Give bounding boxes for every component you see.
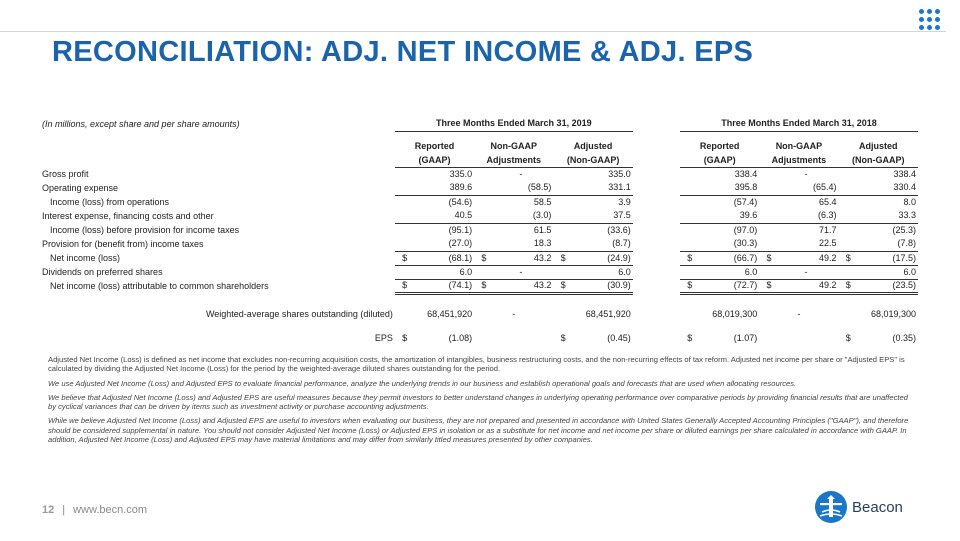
currency-symbol: $ bbox=[687, 332, 693, 343]
cell-value: (27.0) bbox=[409, 237, 474, 251]
note-usage: We use Adjusted Net Income (Loss) and Adjusted EPS to evaluate financial performance, analyze the underlying trends in our business and establish operational goals and forecasts that are used when allocating resources. bbox=[48, 378, 797, 388]
cell-value: 39.6 bbox=[694, 209, 759, 223]
currency-symbol: $ bbox=[474, 251, 488, 265]
footer-separator: | bbox=[62, 504, 66, 516]
cell-value: 22.5 bbox=[774, 237, 839, 251]
col-reported-2019-sub: (GAAP) bbox=[395, 153, 474, 167]
eps-value: (1.08) bbox=[448, 332, 473, 343]
shares-value: 68,019,300 bbox=[712, 308, 758, 319]
row-label: Provision for (benefit from) income taxes bbox=[42, 238, 204, 249]
cell-value: (17.5) bbox=[853, 251, 918, 265]
cell-value: 6.0 bbox=[853, 265, 918, 279]
cell-value: 6.0 bbox=[694, 265, 759, 279]
table-row bbox=[40, 195, 918, 209]
currency-symbol: $ bbox=[395, 279, 409, 293]
cell-value: 43.2 bbox=[488, 251, 553, 265]
table-row bbox=[40, 223, 918, 237]
column-header-row-1 bbox=[40, 139, 918, 153]
cell-value: (8.7) bbox=[568, 237, 633, 251]
row-label: Net income (loss) attributable to common shareholders bbox=[50, 280, 269, 291]
eps-row bbox=[40, 331, 918, 345]
shares-value: 68,451,920 bbox=[585, 308, 631, 319]
row-label: Income (loss) before provision for income taxes bbox=[50, 224, 240, 235]
cell-value: (74.1) bbox=[409, 279, 474, 293]
eps-value: (1.07) bbox=[733, 332, 758, 343]
units-note: (In millions, except share and per share amounts) bbox=[42, 118, 240, 129]
page-number: 12 bbox=[42, 504, 55, 516]
cell-value: 335.0 bbox=[608, 168, 631, 179]
currency-symbol: $ bbox=[553, 251, 567, 265]
reconciliation-table bbox=[40, 117, 918, 345]
page-title: RECONCILIATION: ADJ. NET INCOME & ADJ. EPS bbox=[52, 36, 754, 68]
period-header-row bbox=[40, 117, 918, 131]
shares-value: - bbox=[512, 308, 516, 319]
cell-value: (68.1) bbox=[409, 251, 474, 265]
col-reported-2019: Reported bbox=[414, 140, 455, 151]
cell-value: 18.3 bbox=[488, 237, 553, 251]
shares-row bbox=[40, 307, 918, 321]
cell-value: 395.8 bbox=[694, 181, 759, 195]
cell-value: (58.5) bbox=[488, 181, 553, 195]
row-label: Dividends on preferred shares bbox=[42, 266, 163, 277]
cell-value: (57.4) bbox=[733, 196, 758, 207]
cell-value: 71.7 bbox=[819, 224, 837, 235]
col-adjusted-2019-sub: (Non-GAAP) bbox=[553, 153, 632, 167]
cell-value: (72.7) bbox=[694, 279, 759, 293]
row-label: Operating expense bbox=[42, 182, 119, 193]
cell-value: (30.3) bbox=[694, 237, 759, 251]
note-usefulness: We believe that Adjusted Net Income (Loss) and Adjusted EPS are useful measures because they permit investors to better understand changes in underlying operating performance over comparative periods by providing financial results that are unaffected by cyclical variances that can be driven by items such as investment activity or purchase accounting adjustments. bbox=[48, 392, 908, 411]
cell-value: (7.8) bbox=[853, 237, 918, 251]
cell-value: (33.6) bbox=[607, 224, 631, 235]
cell-value: 330.4 bbox=[853, 181, 918, 195]
row-label: Net income (loss) bbox=[50, 252, 121, 263]
row-label: Interest expense, financing costs and other bbox=[42, 210, 214, 221]
currency-symbol: $ bbox=[759, 251, 773, 265]
eps-value: (0.35) bbox=[892, 332, 916, 343]
note-definition: Adjusted Net Income (Loss) is defined as net income that excludes non-recurring acquisition costs, the amortization of intangibles, business restructuring costs, and the non-recurring effects of tax reform. Adjusted net income per share or "Adjusted EPS" is calculated by dividing the Adjusted Net Income (Loss) for the period by the weighted-average diluted shares outstanding for the period. bbox=[48, 355, 905, 374]
col-adjusted-2018: Adjusted bbox=[859, 140, 898, 151]
col-nongaap-2018: Non-GAAP bbox=[775, 140, 823, 151]
cell-value: 6.0 bbox=[568, 265, 633, 279]
cell-value: - bbox=[488, 265, 553, 279]
footer bbox=[42, 504, 147, 516]
shares-label: Weighted-average shares outstanding (diluted) bbox=[205, 308, 393, 319]
cell-value: 338.4 bbox=[734, 168, 758, 179]
column-header-row-2 bbox=[40, 153, 918, 167]
beacon-logo bbox=[814, 488, 903, 526]
cell-value: 61.5 bbox=[533, 224, 552, 235]
cell-value: - bbox=[774, 265, 839, 279]
cell-value: (54.6) bbox=[448, 196, 473, 207]
cell-value: - bbox=[804, 168, 808, 179]
col-nongaap-2018-sub: Adjustments bbox=[759, 153, 838, 167]
cell-value: (65.4) bbox=[774, 181, 839, 195]
lighthouse-icon bbox=[814, 488, 848, 526]
cell-value: 335.0 bbox=[449, 168, 473, 179]
cell-value: 331.1 bbox=[568, 181, 633, 195]
note-limitations: While we believe Adjusted Net Income (Loss) and Adjusted EPS are useful to investors when evaluating our business, they are not prepared and presented in accordance with United States Generally Accepted Accounting Principles ("GAAP"), and therefore should be considered supplemental in nature. You should not consider Adjusted Net Income (Loss) or Adjusted EPS in isolation or as a substitute for net income and net income per share or diluted earnings per share calculated in accordance with GAAP. In addition, Adjusted Net Income (Loss) and Adjusted EPS may have material limitations and may differ from similarly titled measures presented by other companies. bbox=[48, 416, 909, 444]
logo-wordmark: Beacon bbox=[852, 498, 903, 516]
cell-value: 338.4 bbox=[893, 168, 916, 179]
cell-value: (23.5) bbox=[853, 279, 918, 293]
currency-symbol: $ bbox=[560, 332, 566, 343]
currency-symbol: $ bbox=[553, 279, 567, 293]
period-2018-header: Three Months Ended March 31, 2018 bbox=[680, 117, 918, 131]
currency-symbol: $ bbox=[680, 279, 694, 293]
shares-value: 68,019,300 bbox=[870, 308, 916, 319]
currency-symbol: $ bbox=[839, 251, 853, 265]
cell-value: 65.4 bbox=[819, 196, 837, 207]
currency-symbol: $ bbox=[680, 251, 694, 265]
shares-value: 68,451,920 bbox=[427, 308, 473, 319]
table-row bbox=[40, 237, 918, 251]
cell-value: (24.9) bbox=[568, 251, 633, 265]
cell-value: (25.3) bbox=[892, 224, 916, 235]
website-link[interactable]: www.becn.com bbox=[73, 504, 148, 516]
cell-value: 389.6 bbox=[409, 181, 474, 195]
cell-value: (97.0) bbox=[733, 224, 758, 235]
table-row bbox=[40, 181, 918, 195]
table-row bbox=[40, 265, 918, 279]
table-row bbox=[40, 167, 918, 181]
brand-dots-icon bbox=[919, 9, 940, 30]
col-nongaap-2019: Non-GAAP bbox=[490, 140, 538, 151]
currency-symbol: $ bbox=[759, 279, 773, 293]
currency-symbol: $ bbox=[845, 332, 851, 343]
cell-value: 49.2 bbox=[774, 279, 839, 293]
row-label: Income (loss) from operations bbox=[50, 196, 170, 207]
cell-value: 40.5 bbox=[409, 209, 474, 223]
table-row bbox=[40, 251, 918, 265]
cell-value: 3.9 bbox=[618, 196, 631, 207]
col-adjusted-2019: Adjusted bbox=[573, 140, 613, 151]
col-reported-2018-sub: (GAAP) bbox=[680, 153, 759, 167]
cell-value: 49.2 bbox=[774, 251, 839, 265]
cell-value: - bbox=[519, 168, 523, 179]
shares-value: - bbox=[797, 308, 801, 319]
col-reported-2018: Reported bbox=[699, 140, 740, 151]
cell-value: 58.5 bbox=[533, 196, 552, 207]
period-2019-header: Three Months Ended March 31, 2019 bbox=[395, 117, 633, 131]
row-label: Gross profit bbox=[42, 168, 89, 179]
cell-value: 43.2 bbox=[488, 279, 553, 293]
table-row bbox=[40, 209, 918, 223]
cell-value: (3.0) bbox=[488, 209, 553, 223]
eps-value: (0.45) bbox=[607, 332, 631, 343]
cell-value: (30.9) bbox=[568, 279, 633, 293]
cell-value: 33.3 bbox=[853, 209, 918, 223]
header-rule bbox=[0, 4, 946, 32]
col-nongaap-2019-sub: Adjustments bbox=[474, 153, 553, 167]
col-adjusted-2018-sub: (Non-GAAP) bbox=[839, 153, 918, 167]
currency-symbol: $ bbox=[839, 279, 853, 293]
table-row bbox=[40, 279, 918, 293]
eps-label: EPS bbox=[374, 332, 393, 343]
definitions-notes bbox=[48, 355, 918, 449]
cell-value: (66.7) bbox=[694, 251, 759, 265]
cell-value: (6.3) bbox=[774, 209, 839, 223]
cell-value: 6.0 bbox=[409, 265, 474, 279]
currency-symbol: $ bbox=[395, 251, 409, 265]
cell-value: 8.0 bbox=[903, 196, 916, 207]
cell-value: 37.5 bbox=[568, 209, 633, 223]
currency-symbol: $ bbox=[474, 279, 488, 293]
currency-symbol: $ bbox=[402, 332, 408, 343]
cell-value: (95.1) bbox=[448, 224, 473, 235]
